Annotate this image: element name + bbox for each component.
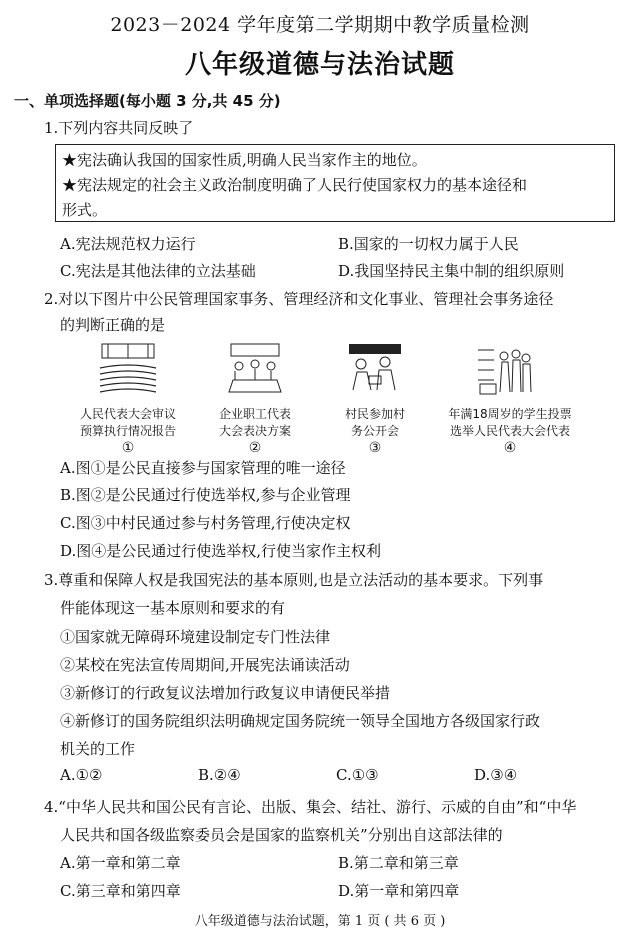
q3-option-d: D.③④ <box>474 766 518 784</box>
q4-option-b: B.第二章和第三章 <box>338 854 459 872</box>
q3-option-b: B.②④ <box>198 766 241 784</box>
q1-material-box <box>55 144 615 222</box>
caption-1-line-2: 预算执行情况报告 <box>79 424 176 438</box>
caption-picture-1 <box>63 406 193 457</box>
q4-option-a: A.第一章和第二章 <box>60 854 181 872</box>
q4-option-d: D.第一章和第四章 <box>338 882 460 900</box>
q1-box-line-1: ★宪法确认我国的国家性质,明确人民当家作主的地位。 <box>62 151 427 169</box>
q1-option-c: C.宪法是其他法律的立法基础 <box>60 262 256 280</box>
q2-stem-line-2: 的判断正确的是 <box>60 316 166 334</box>
q2-option-a: A.图①是公民直接参与国家管理的唯一途径 <box>60 459 346 477</box>
q1-option-a: A.宪法规范权力运行 <box>60 235 196 253</box>
picture-people-congress <box>98 340 158 398</box>
q1-stem: 1.下列内容共同反映了 <box>44 119 194 137</box>
q1-option-d: D.我国坚持民主集中制的组织原则 <box>338 262 565 280</box>
q2-option-d: D.图④是公民通过行使选举权,行使当家作主权利 <box>60 542 382 560</box>
q4-stem-line-1: 4.“中华人民共和国公民有言论、出版、集会、结社、游行、示威的自由”和“中华 <box>44 798 577 816</box>
q4-stem-line-2: 人民共和国各级监察委员会是国家的监察机关”分别出自这部法律的 <box>60 826 503 844</box>
q2-option-b: B.图②是公民通过行使选举权,参与企业管理 <box>60 486 351 504</box>
caption-4-number: ④ <box>503 440 517 456</box>
section-heading-single-choice: 一、单项选择题(每小题 3 分,共 45 分) <box>14 92 281 110</box>
caption-3-number: ③ <box>368 440 382 456</box>
caption-3-line-2: 务公开会 <box>350 424 399 438</box>
caption-4-line-1: 年满18周岁的学生投票 <box>448 407 572 421</box>
caption-1-number: ① <box>121 440 135 456</box>
q3-stem-line-2: 件能体现这一基本原则和要求的有 <box>60 599 286 617</box>
q3-statement-3: ③新修订的行政复议法增加行政复议申请便民举措 <box>60 684 391 702</box>
q1-box-line-3: 形式。 <box>62 201 108 219</box>
caption-2-number: ② <box>248 440 262 456</box>
exam-term-heading: 2023－2024 学年度第二学期期中教学质量检测 <box>110 14 530 36</box>
q3-statement-1: ①国家就无障碍环境建设制定专门性法律 <box>60 628 331 646</box>
q1-option-b: B.国家的一切权力属于人民 <box>338 235 519 253</box>
q3-stem-line-1: 3.尊重和保障人权是我国宪法的基本原则,也是立法活动的基本要求。下列事 <box>44 571 544 589</box>
q2-stem-line-1: 2.对以下图片中公民管理国家事务、管理经济和文化事业、管理社会事务途径 <box>44 290 554 308</box>
caption-picture-3 <box>310 406 440 457</box>
q3-statement-4-line-2: 机关的工作 <box>60 740 136 758</box>
picture-village-meeting <box>345 340 405 398</box>
q3-statement-2: ②某校在宪法宣传周期间,开展宪法诵读活动 <box>60 656 350 674</box>
caption-3-line-1: 村民参加村 <box>344 407 405 421</box>
q2-option-c: C.图③中村民通过参与村务管理,行使决定权 <box>60 514 351 532</box>
caption-2-line-2: 大会表决方案 <box>218 424 291 438</box>
page-footer: 八年级道德与法治试题，第 1 页 ( 共 6 页 ) <box>194 914 446 929</box>
caption-4-line-2: 选举人民代表大会代表 <box>449 424 570 438</box>
q4-option-c: C.第三章和第四章 <box>60 882 181 900</box>
caption-1-line-1: 人民代表大会审议 <box>79 407 176 421</box>
caption-picture-2 <box>190 406 320 457</box>
caption-picture-4 <box>430 406 590 457</box>
q3-option-c: C.①③ <box>336 766 379 784</box>
q1-box-line-2: ★宪法规定的社会主义政治制度明确了人民行使国家权力的基本途径和 <box>62 176 528 194</box>
caption-2-line-1: 企业职工代表 <box>218 407 291 421</box>
q3-option-a: A.①② <box>60 766 103 784</box>
q3-statement-4-line-1: ④新修订的国务院组织法明确规定国务院统一领导全国地方各级国家行政 <box>60 712 541 730</box>
picture-student-voting <box>474 340 534 398</box>
exam-title: 八年级道德与法治试题 <box>184 50 455 80</box>
picture-workers-congress <box>225 340 285 398</box>
